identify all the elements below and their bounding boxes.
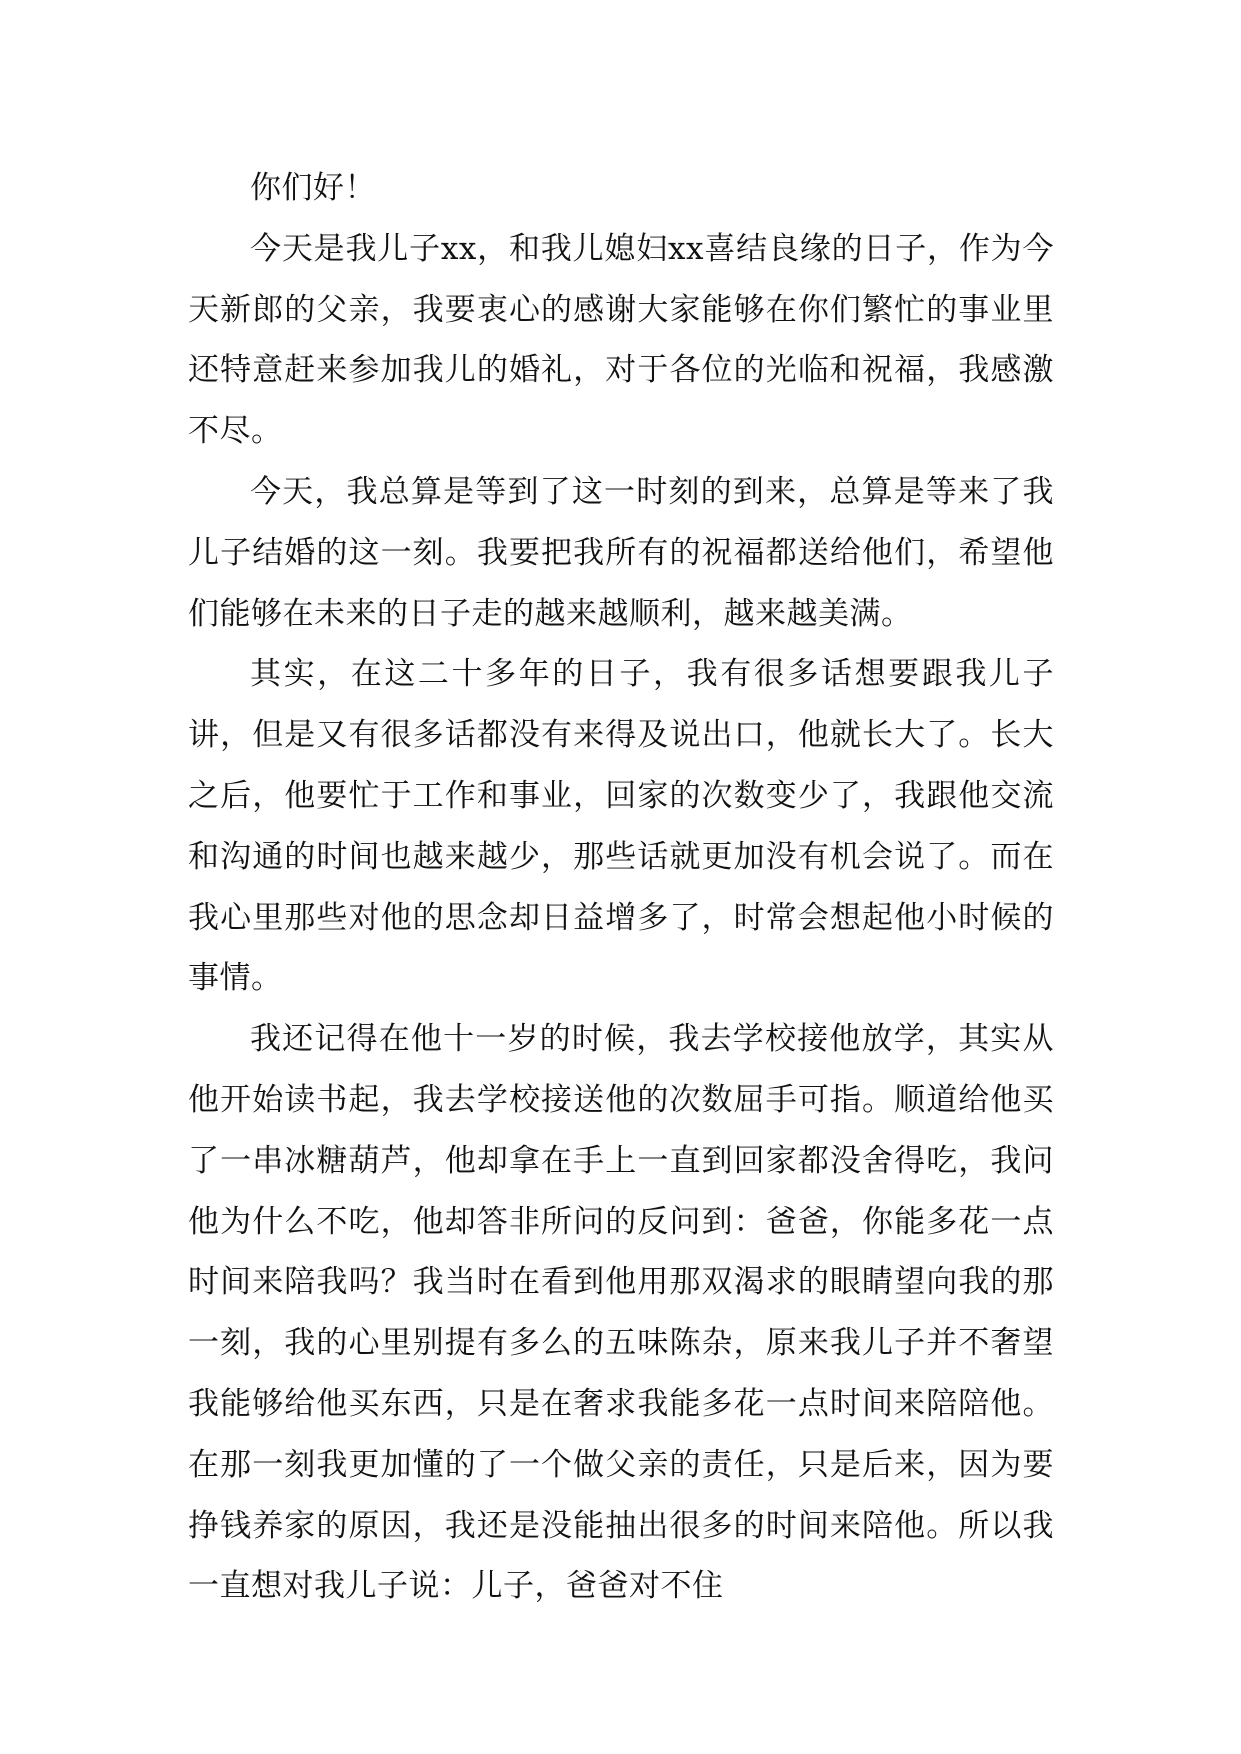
paragraph-reflection: 其实，在这二十多年的日子，我有很多话想要跟我儿子讲，但是又有很多话都没有来得及说出口，他就长大了。长大之后，他要忙于工作和事业，回家的次数变少了，我跟他交流和沟通的时间也越来越少，那些话就更加没有机会说了。而在我心里那些对他的思念却日益增多了，时常会想起他小时候的事情。	[188, 656, 1054, 997]
paragraph-greeting: 你们好！	[250, 170, 376, 206]
paragraph-memory: 我还记得在他十一岁的时候，我去学校接他放学，其实从他开始读书起，我去学校接送他的次数屈手可指。顺道给他买了一串冰糖葫芦，他却拿在手上一直到回家都没舍得吃，我问他为什么不吃，他却答非所问的反问到：爸爸，你能多花一点时间来陪我吗？我当时在看到他用那双渴求的眼睛望向我的那一刻，我的心里别提有多么的五味陈杂，原来我儿子并不奢望我能够给他买东西，只是在奢求我能多花一点时间来陪陪他。在那一刻我更加懂的了一个做父亲的责任，只是后来，因为要挣钱养家的原因，我还是没能抽出很多的时间来陪他。所以我一直想对我儿子说：儿子，爸爸对不住	[188, 1021, 1054, 1605]
document-page	[188, 158, 1054, 1617]
paragraph-blessing: 今天，我总算是等到了这一时刻的到来，总算是等来了我儿子结婚的这一刻。我要把我所有的祝福都送给他们，希望他们能够在未来的日子走的越来越顺利，越来越美满。	[188, 473, 1054, 632]
paragraph-thanks: 今天是我儿子xx，和我儿媳妇xx喜结良缘的日子，作为今天新郎的父亲，我要衷心的感谢大家能够在你们繁忙的事业里还特意赶来参加我儿的婚礼，对于各位的光临和祝福，我感激不尽。	[188, 230, 1054, 450]
